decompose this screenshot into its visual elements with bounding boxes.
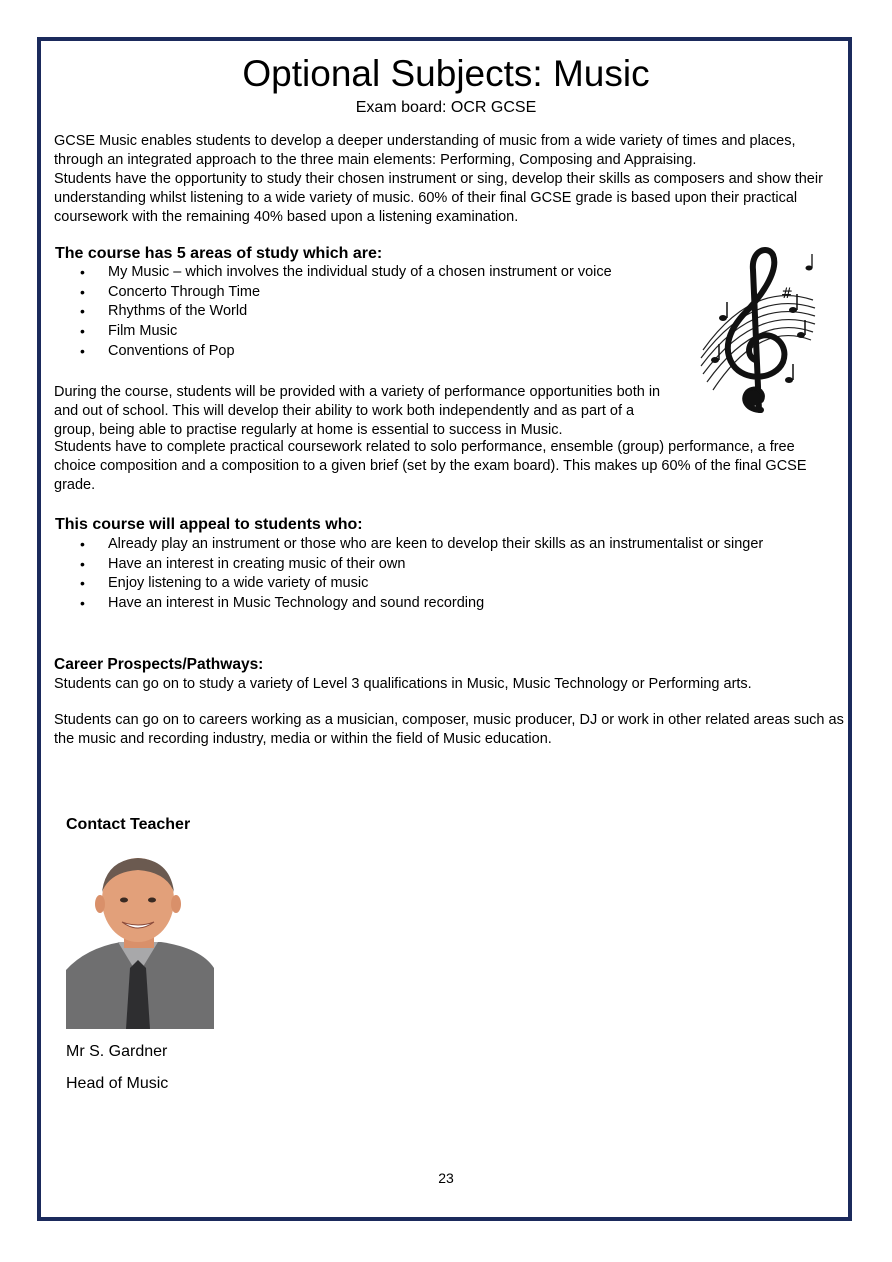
intro-paragraph: GCSE Music enables students to develop a deeper understanding of music from a wide variety of times and places, through an integrated approach to the three main elements: Performing, Composing and Appraising. [54,133,796,168]
list-item: • My Music – which involves the individual study of a chosen instrument or voice [80,263,612,283]
career-heading: Career Prospects/Pathways: [54,656,264,673]
list-item: • Have an interest in Music Technology and sound recording [80,594,763,614]
list-item: • Film Music [80,322,612,342]
page-title: Optional Subjects: Music [242,53,650,94]
appeal-heading: This course will appeal to students who: [55,516,363,533]
career-paragraph: Students can go on to careers working as a musician, composer, music producer, DJ or work in other related areas such as the music and recording industry, media or within the field of Music education. [54,712,844,747]
areas-list [80,263,612,362]
exam-board: Exam board: OCR GCSE [355,99,537,116]
career-paragraph: Students can go on to study a variety of Level 3 qualifications in Music, Music Technology or Performing arts. [54,676,752,692]
teacher-name: Mr S. Gardner [66,1043,168,1060]
list-item: • Conventions of Pop [80,342,612,362]
areas-heading: The course has 5 areas of study which are: [55,245,383,262]
list-item: • Already play an instrument or those who are keen to develop their skills as an instrumentalist or singer [80,535,763,555]
list-item: • Have an interest in creating music of their own [80,555,763,575]
page-number: 23 [438,1170,454,1186]
svg-text:#: # [781,286,793,302]
contact-heading: Contact Teacher [66,816,191,833]
teacher-photo [66,850,214,1029]
intro-paragraph: Students have the opportunity to study their chosen instrument or sing, develop their skills as composers and show their understanding whilst listening to a wide variety of music. 60% of their final GCSE grade is based upon their practical coursework with the remaining 40% based upon a listening examination. [54,171,823,225]
intro-text [54,132,834,227]
treble-clef-icon [693,240,823,420]
list-item: • Rhythms of the World [80,302,612,322]
list-item: • Enjoy listening to a wide variety of music [80,574,763,594]
list-item: • Concerto Through Time [80,283,612,303]
teacher-role: Head of Music [66,1075,169,1092]
course-paragraph: During the course, students will be provided with a variety of performance opportunities both in and out of school. This will develop their ability to work both independently and as part of a group, being able to practise regularly at home is essential to success in Music. [54,384,661,438]
appeal-list [80,535,763,614]
course-paragraph: Students have to complete practical coursework related to solo performance, ensemble (group) performance, a free choice composition and a composition to a given brief (set by the exam board). This makes up 60% of the final GCSE grade. [54,439,807,493]
